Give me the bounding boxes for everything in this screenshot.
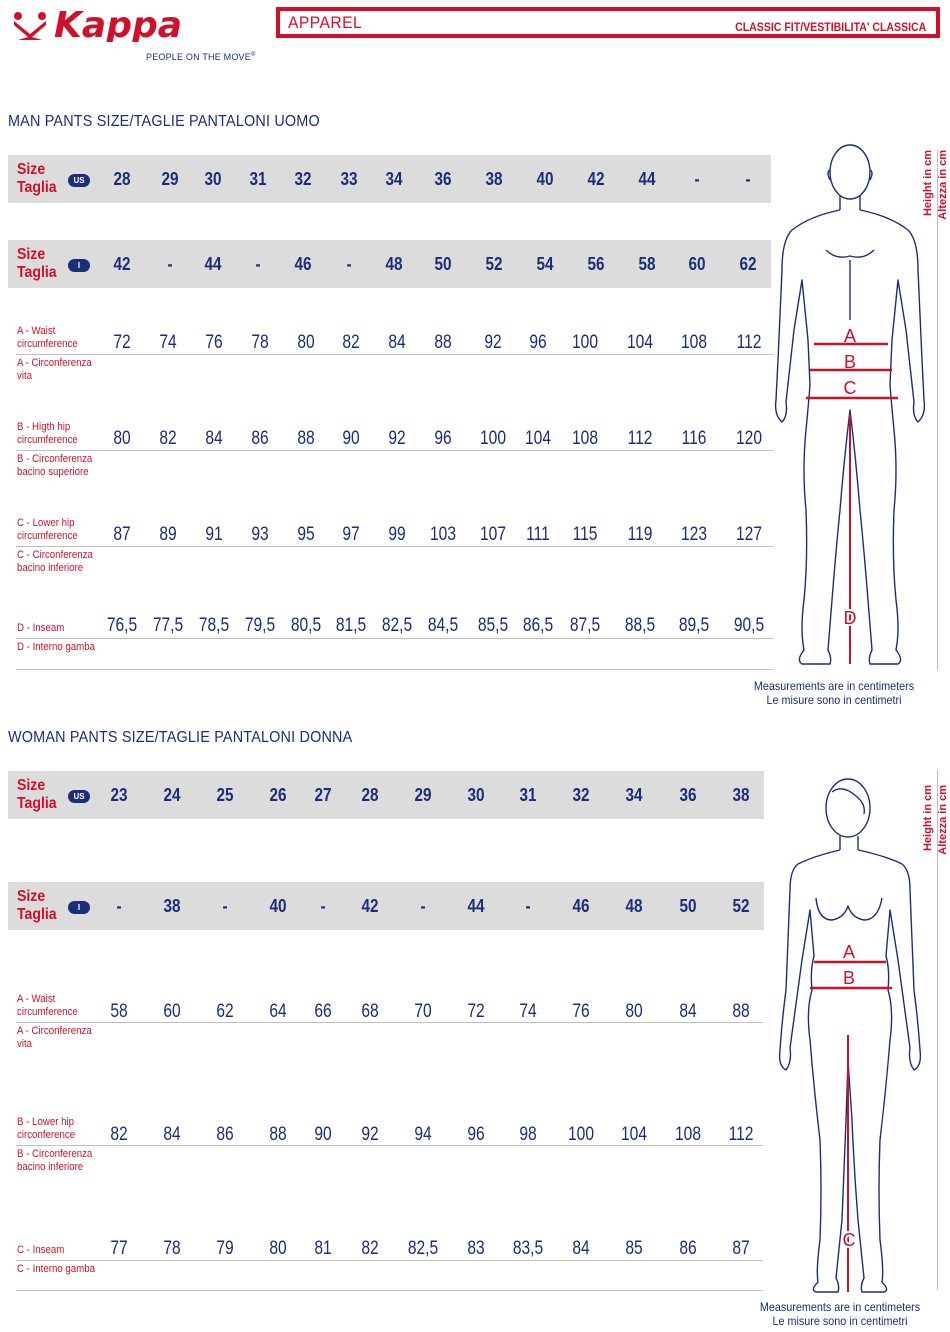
man-us-size-cell: 36 [434,169,452,189]
woman-measurement-cell: 82 [110,1124,128,1145]
man-measurement-cell: 92 [388,428,406,449]
man-us-size-cell: 42 [587,169,605,189]
man-measurement-cell: 100 [571,332,598,353]
man-it-size-cell: 50 [434,254,452,274]
man-measurement-cell: 89 [159,524,177,545]
woman-row-label-it: A - Circonferenza vita [17,1025,92,1050]
woman-measurement-cell: 90 [314,1124,332,1145]
man-it-size-cell: 52 [485,254,503,274]
woman-it-size-cell: 50 [679,896,697,916]
row-divider [16,546,773,547]
man-measurement-cell: 119 [627,524,653,545]
woman-it-size-cell: 38 [163,896,181,916]
man-measurement-cell: 96 [434,428,452,449]
man-us-size-cell: 34 [385,169,403,189]
man-measurement-cell: 111 [526,524,550,545]
man-row-label-it: A - Circonferenza vita [17,357,92,382]
woman-measurement-cell: 66 [314,1001,332,1022]
woman-measurement-cell: 58 [110,1001,128,1022]
man-measurement-cell: 89,5 [678,615,710,636]
man-us-size-cell: - [745,169,751,189]
it-badge: I [68,259,90,272]
man-it-size-cell: 62 [739,254,757,274]
woman-row-label-en: C - Inseam [17,1244,65,1256]
man-figure-label-d: D [843,608,857,628]
woman-measurement-cell: 88 [732,1001,750,1022]
woman-measurement-cell: 79 [216,1238,234,1259]
woman-us-size-cell: 23 [110,785,128,805]
man-measurement-cell: 80,5 [290,615,322,636]
man-it-size-cell: 56 [587,254,605,274]
man-measurement-cell: 96 [529,332,547,353]
woman-it-size-cell: 40 [269,896,287,916]
man-measurement-cell: 76 [205,332,223,353]
section-divider [16,1290,763,1291]
woman-measurement-cell: 88 [269,1124,287,1145]
woman-measurement-cell: 100 [567,1124,594,1145]
woman-measurement-cell: 83 [467,1238,485,1259]
woman-measurement-cell: 60 [163,1001,181,1022]
woman-measurement-cell: 76 [572,1001,590,1022]
woman-measurement-cell: 62 [216,1001,234,1022]
man-measurement-cell: 95 [297,524,315,545]
man-measurement-cell: 108 [680,332,707,353]
row-divider [16,638,773,639]
man-height-line [937,150,938,670]
brand-text: Kappa [54,5,183,42]
man-us-size-cell: 40 [536,169,554,189]
woman-measurement-cell: 84 [572,1238,590,1259]
woman-note: Measurements are in centimeters Le misure sono in centimetri [759,1300,921,1328]
man-measurement-cell: 112 [736,332,762,353]
man-measurement-cell: 88,5 [624,615,656,636]
man-measurement-cell: 72 [113,332,131,353]
woman-row-label-it: B - Circonferenza bacino inferiore [17,1148,93,1173]
woman-it-size-cell: 44 [467,896,485,916]
man-measurement-cell: 91 [205,524,223,545]
woman-measurement-cell: 72 [467,1001,485,1022]
woman-figure [770,770,930,1300]
man-it-size-cell: 54 [536,254,554,274]
man-note: Measurements are in centimeters Le misure sono in centimetri [753,679,915,707]
row-divider [16,354,773,355]
woman-measurement-cell: 78 [163,1238,181,1259]
woman-us-size-cell: 34 [625,785,643,805]
woman-measurement-cell: 86 [679,1238,697,1259]
man-measurement-cell: 87 [113,524,131,545]
man-measurement-cell: 99 [388,524,406,545]
woman-measurement-cell: 77 [110,1238,128,1259]
man-measurement-cell: 80 [297,332,315,353]
man-us-size-cell: 33 [340,169,358,189]
woman-it-size-cell: 52 [732,896,750,916]
man-figure [770,130,930,675]
man-it-size-cell: - [255,254,261,274]
woman-measurement-cell: 96 [467,1124,485,1145]
man-measurement-cell: 80 [113,428,131,449]
woman-measurement-cell: 84 [679,1001,697,1022]
man-measurement-cell: 104 [524,428,551,449]
woman-measurement-cell: 87 [732,1238,750,1259]
woman-row-label-it: C - Interno gamba [17,1263,96,1275]
man-section-title: MAN PANTS SIZE/TAGLIE PANTALONI UOMO [8,113,320,130]
man-measurement-cell: 112 [627,428,653,449]
woman-measurement-cell: 94 [414,1124,432,1145]
woman-it-size-cell: - [222,896,228,916]
man-us-size-label: Size Taglia [17,161,57,196]
woman-measurement-cell: 108 [674,1124,701,1145]
man-measurement-cell: 100 [479,428,506,449]
woman-us-size-cell: 26 [269,785,287,805]
woman-measurement-cell: 112 [728,1124,754,1145]
man-us-size-cell: 29 [161,169,179,189]
man-it-size-cell: 48 [385,254,403,274]
woman-section-title: WOMAN PANTS SIZE/TAGLIE PANTALONI DONNA [8,729,353,746]
man-row-label-it: D - Interno gamba [17,641,96,653]
man-measurement-cell: 127 [735,524,762,545]
woman-figure-label-a: A [842,942,856,962]
man-measurement-cell: 84 [388,332,406,353]
man-measurement-cell: 116 [681,428,707,449]
section-divider [16,669,773,670]
woman-us-size-cell: 27 [314,785,332,805]
man-measurement-cell: 84 [205,428,223,449]
woman-measurement-cell: 86 [216,1124,234,1145]
man-measurement-cell: 90,5 [733,615,765,636]
us-badge: US [68,790,90,803]
man-row-label-it: C - Circonferenza bacino inferiore [17,549,93,574]
woman-measurement-cell: 74 [519,1001,537,1022]
woman-height-label-it: Altezza in cm [937,785,949,855]
tagline: PEOPLE ON THE MOVE® [146,52,256,62]
fit-label: CLASSIC FIT/VESTIBILITA' CLASSICA [734,20,926,34]
woman-measurement-cell: 83,5 [512,1238,544,1259]
woman-us-size-cell: 32 [572,785,590,805]
woman-us-size-cell: 29 [414,785,432,805]
man-measurement-cell: 74 [159,332,177,353]
man-us-size-cell: 32 [294,169,312,189]
woman-row-label-en: A - Waist circumference [17,993,78,1018]
man-measurement-cell: 104 [626,332,653,353]
man-measurement-cell: 103 [429,524,456,545]
woman-measurement-cell: 80 [625,1001,643,1022]
woman-it-size-cell: - [116,896,122,916]
man-measurement-cell: 120 [735,428,762,449]
man-it-size-cell: 42 [113,254,131,274]
woman-it-size-cell: - [320,896,326,916]
man-height-label-it: Altezza in cm [937,150,949,220]
man-measurement-cell: 79,5 [244,615,276,636]
man-it-size-cell: - [167,254,173,274]
woman-height-label-en: Height in cm [922,785,934,852]
woman-us-size-cell: 31 [519,785,537,805]
woman-it-size-cell: - [525,896,531,916]
man-us-size-cell: 38 [485,169,503,189]
man-measurement-cell: 78,5 [198,615,230,636]
man-row-label-en: D - Inseam [17,622,65,634]
man-figure-label-a: A [843,326,857,346]
man-measurement-cell: 123 [680,524,707,545]
man-it-size-cell: 58 [638,254,656,274]
row-divider [16,450,773,451]
man-measurement-cell: 86 [251,428,269,449]
man-it-size-cell: 46 [294,254,312,274]
woman-us-size-label: Size Taglia [17,777,57,812]
man-measurement-cell: 115 [572,524,598,545]
man-measurement-cell: 87,5 [569,615,601,636]
man-row-label-en: C - Lower hip circumference [17,517,78,542]
man-row-label-en: A - Waist circumference [17,325,78,350]
man-measurement-cell: 82 [342,332,360,353]
woman-measurement-cell: 64 [269,1001,287,1022]
kappa-logo [6,4,256,42]
woman-us-size-cell: 25 [216,785,234,805]
man-measurement-cell: 81,5 [335,615,367,636]
man-measurement-cell: 108 [571,428,598,449]
woman-figure-label-c: C [842,1230,856,1250]
man-it-size-cell: 60 [688,254,706,274]
woman-us-size-cell: 38 [732,785,750,805]
woman-measurement-cell: 68 [361,1001,379,1022]
it-badge: I [68,901,90,914]
man-us-size-cell: 44 [638,169,656,189]
woman-measurement-cell: 98 [519,1124,537,1145]
woman-measurement-cell: 85 [625,1238,643,1259]
category-label: APPAREL [288,13,363,32]
woman-measurement-cell: 104 [620,1124,647,1145]
man-measurement-cell: 82,5 [381,615,413,636]
man-measurement-cell: 88 [297,428,315,449]
man-measurement-cell: 92 [484,332,502,353]
man-measurement-cell: 107 [479,524,506,545]
man-it-size-cell: 44 [204,254,222,274]
woman-row-label-en: B - Lower hip circonference [17,1116,76,1141]
man-it-size-cell: - [346,254,352,274]
woman-measurement-cell: 82,5 [407,1238,439,1259]
woman-it-size-cell: 46 [572,896,590,916]
woman-measurement-cell: 92 [361,1124,379,1145]
man-it-size-label: Size Taglia [17,246,57,281]
man-measurement-cell: 78 [251,332,269,353]
man-us-size-cell: 30 [204,169,222,189]
man-measurement-cell: 90 [342,428,360,449]
woman-it-size-cell: 42 [361,896,379,916]
woman-measurement-cell: 84 [163,1124,181,1145]
woman-it-size-cell: - [420,896,426,916]
man-measurement-cell: 86,5 [522,615,554,636]
man-us-size-cell: 28 [113,169,131,189]
man-us-size-cell: - [694,169,700,189]
woman-it-size-label: Size Taglia [17,888,57,923]
woman-measurement-cell: 81 [314,1238,332,1259]
woman-figure-label-b: B [842,968,856,988]
man-measurement-cell: 76,5 [106,615,138,636]
woman-us-size-cell: 28 [361,785,379,805]
woman-measurement-cell: 82 [361,1238,379,1259]
man-measurement-cell: 97 [342,524,360,545]
woman-us-size-cell: 30 [467,785,485,805]
man-us-size-cell: 31 [249,169,267,189]
man-figure-label-b: B [843,352,857,372]
man-measurement-cell: 77,5 [152,615,184,636]
us-badge: US [68,174,90,187]
man-row-label-en: B - Higth hip circumference [17,421,78,446]
man-measurement-cell: 84,5 [427,615,459,636]
woman-it-size-cell: 48 [625,896,643,916]
row-divider [16,1260,763,1261]
man-measurement-cell: 82 [159,428,177,449]
woman-measurement-cell: 80 [269,1238,287,1259]
man-row-label-it: B - Circonferenza bacino superiore [17,453,93,478]
woman-measurement-cell: 70 [414,1001,432,1022]
man-measurement-cell: 93 [251,524,269,545]
man-measurement-cell: 85,5 [477,615,509,636]
man-figure-label-c: C [843,378,857,398]
man-height-label-en: Height in cm [922,150,934,217]
woman-us-size-cell: 36 [679,785,697,805]
man-measurement-cell: 88 [434,332,452,353]
woman-us-size-cell: 24 [163,785,181,805]
